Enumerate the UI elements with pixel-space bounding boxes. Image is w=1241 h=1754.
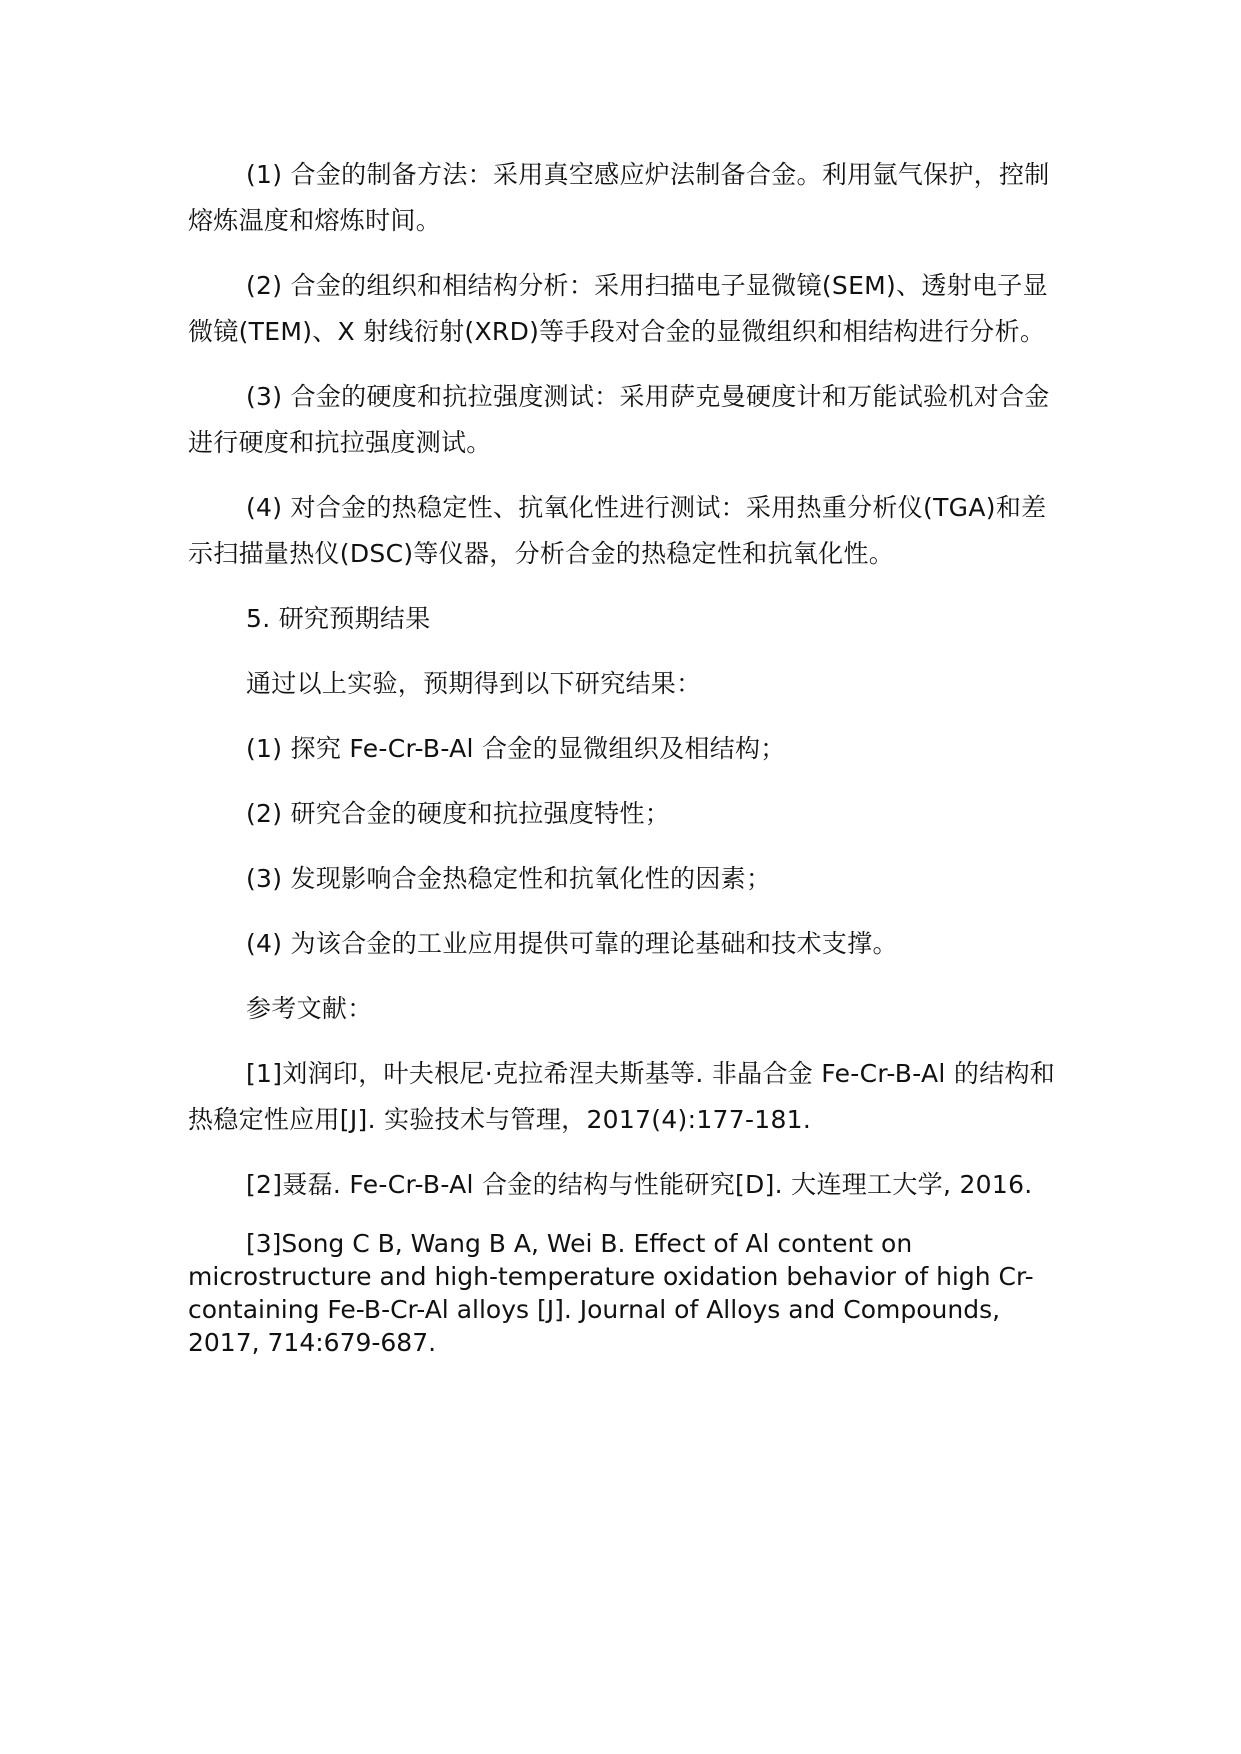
- method-hardness-test-paragraph: (3) 合金的硬度和抗拉强度测试：采用萨克曼硬度计和万能试验机对合金进行硬度和抗拉强度测试。: [188, 382, 1050, 457]
- reference-2: [2]聂磊. Fe-Cr-B-Al 合金的结构与性能研究[D]. 大连理工大学, 2016.: [246, 1170, 1033, 1199]
- expected-result-item-4: (4) 为该合金的工业应用提供可靠的理论基础和技术支撑。: [246, 929, 898, 958]
- method-thermal-test-paragraph: (4) 对合金的热稳定性、抗氧化性进行测试：采用热重分析仪(TGA)和差示扫描量热仪(DSC)等仪器，分析合金的热稳定性和抗氧化性。: [188, 493, 1047, 568]
- expected-result-item-2: (2) 研究合金的硬度和抗拉强度特性；: [246, 799, 671, 828]
- method-structure-analysis-paragraph: (2) 合金的组织和相结构分析：采用扫描电子显微镜(SEM)、透射电子显微镜(TEM)、X 射线衍射(XRD)等手段对合金的显微组织和相结构进行分析。: [188, 271, 1048, 346]
- expected-results-intro: 通过以上实验，预期得到以下研究结果：: [246, 669, 702, 698]
- references-heading: 参考文献：: [246, 994, 373, 1023]
- expected-result-item-1: (1) 探究 Fe-Cr-B-Al 合金的显微组织及相结构；: [246, 734, 786, 763]
- reference-1: [1]刘润印，叶夫根尼·克拉希涅夫斯基等. 非晶合金 Fe-Cr-B-Al 的结构和热稳定性应用[J]. 实验技术与管理，2017(4):177-181.: [188, 1059, 1056, 1134]
- document-body: [188, 152, 1068, 1359]
- section-heading-expected-results: 5. 研究预期结果: [246, 604, 431, 633]
- expected-result-item-3: (3) 发现影响合金热稳定性和抗氧化性的因素；: [246, 864, 772, 893]
- reference-3: [3]Song C B, Wang B A, Wei B. Effect of Al content on microstructure and high-temperature oxidation behavior of high Cr-containing Fe-B-Cr-Al alloys [J]. Journal of Alloys and Compounds, 2017, 714:679-687.: [188, 1229, 1034, 1357]
- method-preparation-paragraph: (1) 合金的制备方法：采用真空感应炉法制备合金。利用氩气保护，控制熔炼温度和熔炼时间。: [188, 160, 1050, 235]
